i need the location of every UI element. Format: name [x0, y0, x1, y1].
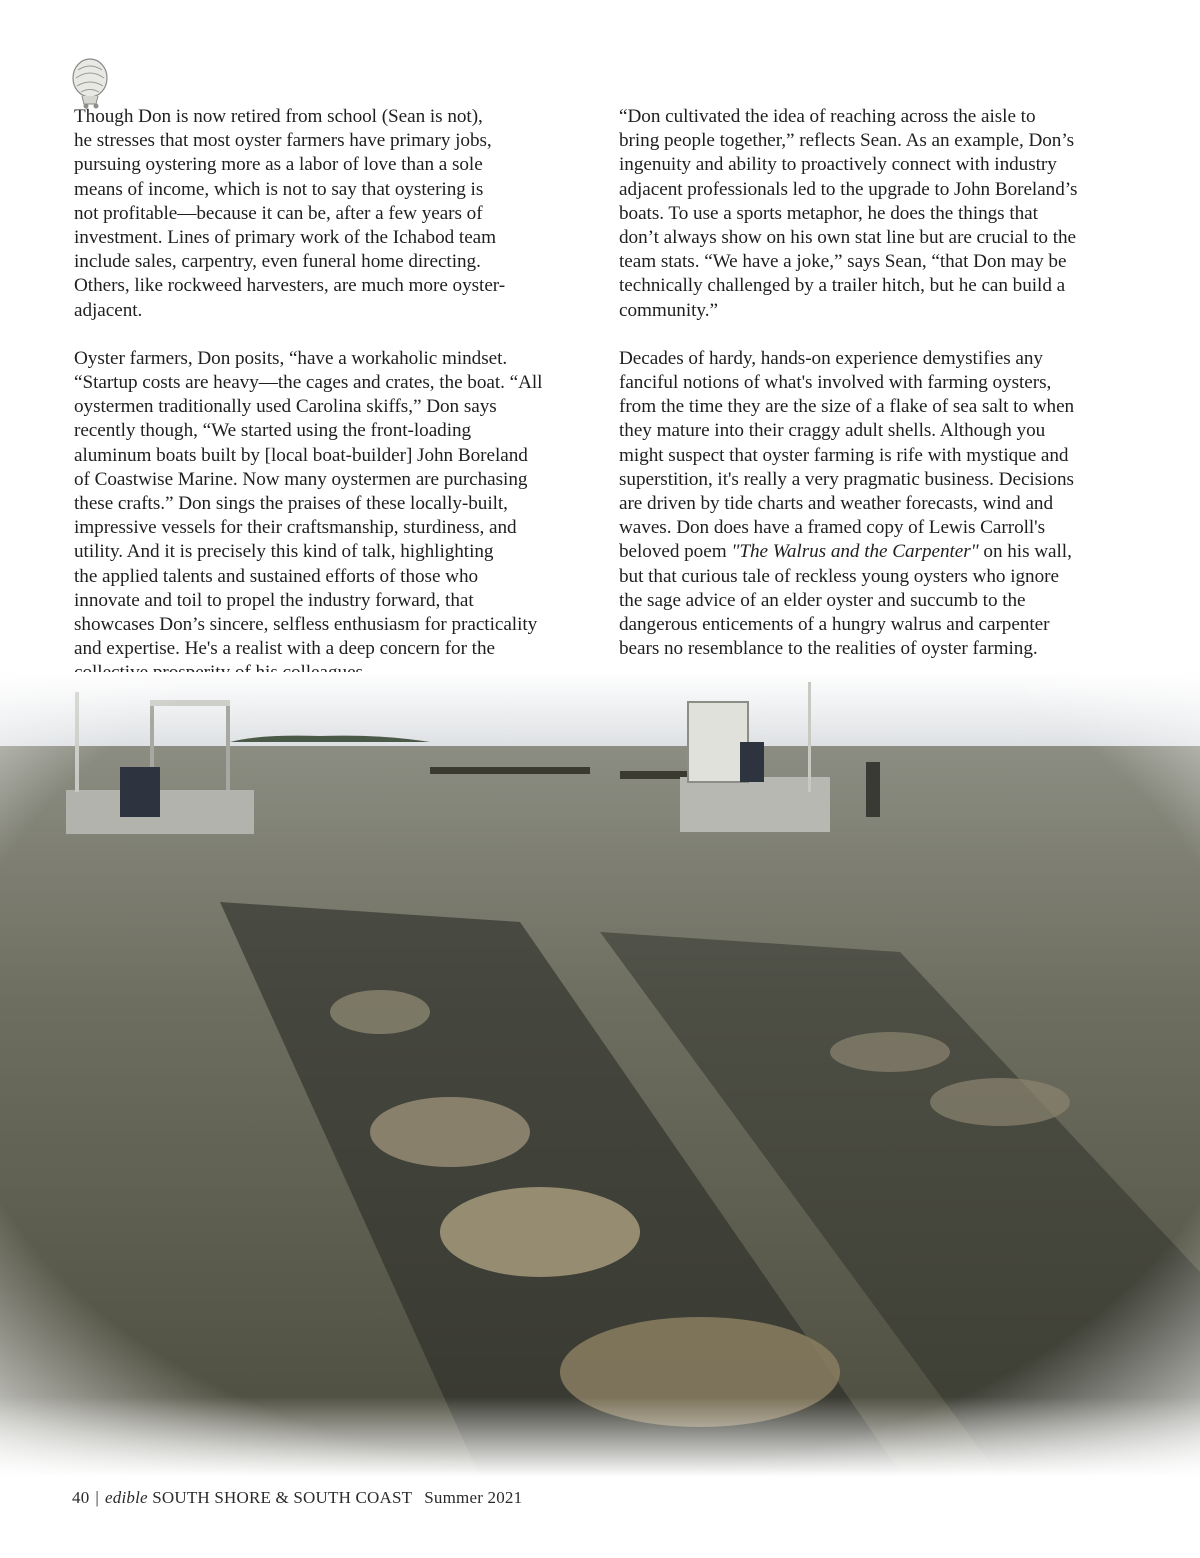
paragraph-text: on his wall, but that curious tale of reckless young oysters who ignore the sage advice of an elder oyster and succumb to the dangerous enticements of a hungry walrus and carpenter bears no resemblance to the realities of oyster farming. — [619, 541, 1072, 660]
page-number: 40 — [72, 1488, 90, 1507]
issue-label: Summer 2021 — [424, 1488, 523, 1507]
article-paragraph: “Don cultivated the idea of reaching across the aisle to bring people together,” reflects Sean. As an example, Don’s ingenuity and ability to proactively connect with industry adjacent professionals led to the upgrade to John Boreland’s boats. To use a sports metaphor, he does the things that don’t always show on his own stat line but are crucial to the team stats. “We have a joke,” says Sean, “that Don may be technically challenged by a trailer hitch, but he can build a community.” — [619, 106, 1078, 321]
paragraph-text: Decades of hardy, hands-on experience demystifies any fanciful notions of what's involved with farming oysters, from the time they are the size of a flake of sea salt to when they mature into their craggy adult shells. Although you might suspect that oyster farming is rife with mystique and superstition, it's really a very pragmatic business. Decisions are driven by tide charts and weather forecasts, wind and waves. Don does have a framed copy of Lewis Carroll's beloved poem — [619, 347, 1075, 563]
magazine-italic-prefix: edible — [105, 1488, 148, 1507]
article-right-column — [619, 105, 1139, 685]
oyster-farm-photo — [0, 672, 1200, 1477]
article-paragraph: Though Don is now retired from school (Sean is not), he stresses that most oyster farmers have primary jobs, pursuing oystering more as a labor of love than a sole means of income, which is not to say that oystering is not profitable—because it can be, after a few years of investment. Lines of primary work of the Ichabod team include sales, carpentry, even funeral home directing. Others, like rockweed harvesters, are much more oyster- adjacent. — [74, 106, 506, 321]
article-paragraph — [619, 347, 1139, 662]
oyster-shell-icon — [70, 56, 114, 112]
page-footer — [72, 1488, 522, 1508]
poem-title: "The Walrus and the Carpenter" — [731, 541, 979, 563]
footer-separator: | — [95, 1488, 100, 1507]
article-left-column — [74, 105, 594, 710]
article-paragraph: Oyster farmers, Don posits, “have a workaholic mindset. “Startup costs are heavy—the cages and crates, the boat. “All oystermen traditionally used Carolina skiffs,” Don says recently though, “We started using the front-loading aluminum boats built by [local boat-builder] John Boreland of Coastwise Marine. Now many oystermen are purchasing these crafts.” Don sings the praises of these locally-built, impressive vessels for their craftsmanship, sturdiness, and utility. And it is precisely this kind of talk, highlighting the applied talents and sustained efforts of those who innovate and toil to propel the industry forward, that showcases Don’s sincere, selfless enthusiasm for practicality and expertise. He's a realist with a deep concern for the — [74, 347, 543, 660]
magazine-name: SOUTH SHORE & SOUTH COAST — [152, 1488, 413, 1507]
